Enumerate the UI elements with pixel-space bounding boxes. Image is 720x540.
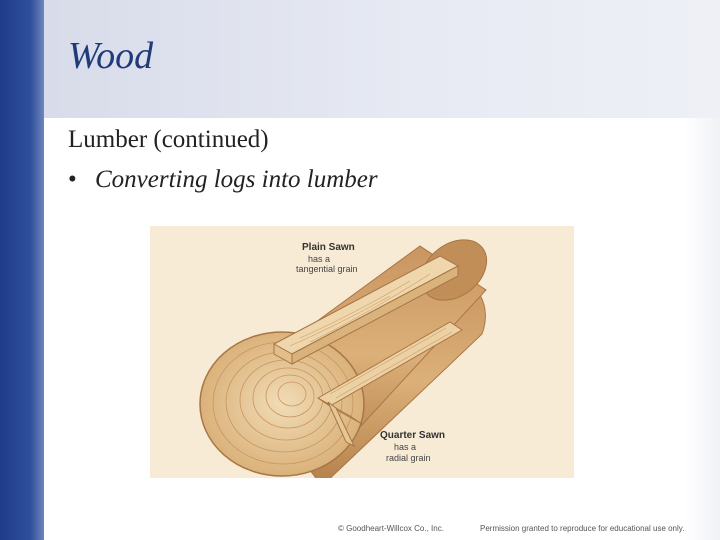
quarter-sawn-label: Quarter Sawn [380, 430, 446, 441]
bullet-text: Converting logs into lumber [95, 166, 378, 193]
quarter-sawn-caption-1: has a [394, 442, 417, 452]
left-accent-bar [0, 0, 44, 540]
log-sawing-illustration [150, 226, 574, 478]
permission-footer: Permission granted to reproduce for educational use only. [480, 524, 685, 533]
plain-sawn-caption-1: has a [308, 254, 331, 264]
slide-title: Wood [68, 35, 154, 77]
quarter-sawn-caption-2: radial grain [386, 453, 431, 463]
plain-sawn-caption-2: tangential grain [296, 264, 358, 274]
log-drawing [150, 226, 574, 478]
bullet-marker: • [68, 166, 77, 193]
bullet-item [68, 164, 378, 197]
plain-sawn-label: Plain Sawn [302, 242, 355, 253]
slide-subtitle: Lumber (continued) [68, 126, 269, 153]
right-edge-shade [684, 118, 720, 540]
copyright-footer: © Goodheart-Willcox Co., Inc. [338, 524, 444, 533]
